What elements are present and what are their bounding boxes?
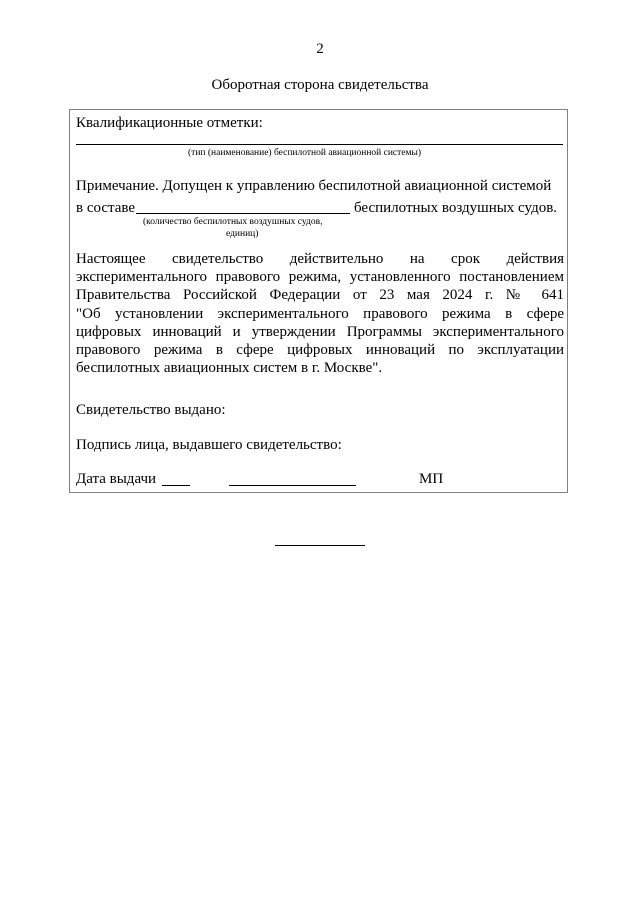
validity-line: правового режима в сфере цифровых инноваций по эксплуатации [76,341,564,358]
page-number: 2 [316,41,324,57]
vessel-count-caption-1: (количество беспилотных воздушных судов, [143,217,323,227]
validity-paragraph [76,250,564,377]
qualification-label: Квалификационные отметки: [76,115,263,131]
issue-date-line [229,485,356,486]
qualification-caption: (тип (наименование) беспилотной авиационной системы) [188,148,422,158]
validity-line: беспилотных авиационных систем в г. Москве". [76,360,383,377]
validity-line: "Об установлении экспериментального правового режима в сфере [76,305,564,322]
validity-line: цифровых инноваций и утверждении Программы экспериментального [76,323,564,340]
issued-to-label: Свидетельство выдано: [76,402,226,418]
note-prefix: в составе [76,200,136,216]
note-suffix: беспилотных воздушных судов. [354,200,558,216]
validity-line: Настоящее свидетельство действительно на срок действия [76,251,564,267]
validity-line: Правительства Российской Федерации от 23 мая 2024 г. № 641 [76,287,564,304]
issue-date-day-line [162,485,190,486]
signature-label: Подпись лица, выдавшего свидетельство: [76,437,342,453]
vessel-count-line [136,213,350,214]
end-of-document-line [275,545,365,546]
note-block [76,177,564,195]
issue-date-label: Дата выдачи [76,471,157,487]
stamp-label: МП [419,471,444,487]
note-line-1: Примечание. Допущен к управлению беспилотной авиационной системой [76,178,552,194]
qualification-line [76,144,563,145]
vessel-count-caption-2: единиц) [226,229,259,239]
page-title: Оборотная сторона свидетельства [211,77,429,93]
certificate-back-box [69,109,568,493]
validity-line: экспериментального правового режима, установленного постановлением [76,269,564,286]
